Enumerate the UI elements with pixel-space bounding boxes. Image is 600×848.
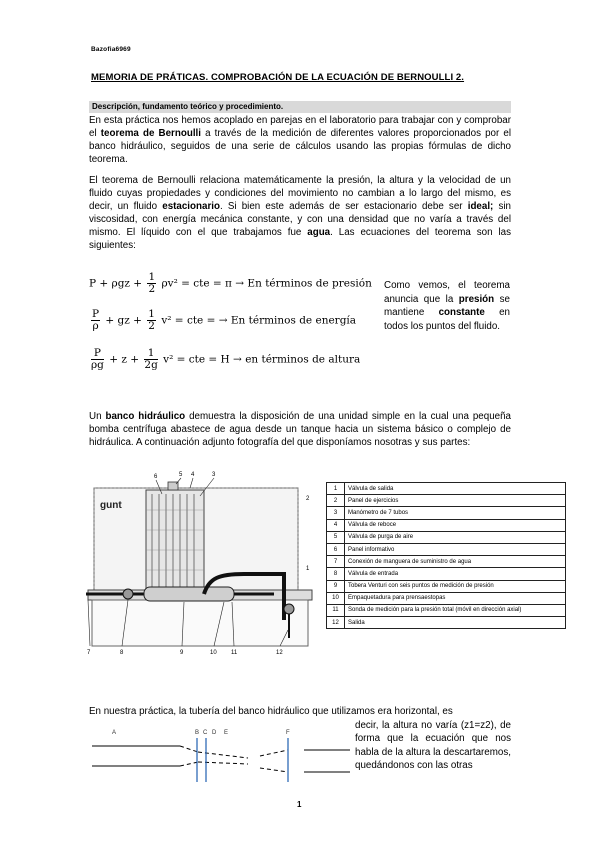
parts-table (326, 482, 566, 629)
venturi-diagram (88, 726, 350, 784)
venturi-label-f: F (286, 730, 290, 736)
part-number: 4 (327, 519, 345, 531)
part-label: Empaquetadura para prensaestopas (345, 592, 566, 604)
callout-3: 3 (212, 472, 216, 478)
callout-2: 2 (306, 496, 310, 502)
parts-table-row (327, 592, 566, 604)
callout-10: 10 (210, 650, 217, 656)
callout-5: 5 (179, 472, 183, 478)
part-label: Válvula de entrada (345, 568, 566, 580)
author-name: Bazofia6969 (91, 46, 131, 53)
part-label: Salida (345, 617, 566, 629)
parts-table-row (327, 507, 566, 519)
part-number: 1 (327, 483, 345, 495)
page-number: 1 (297, 800, 302, 809)
parts-table-row (327, 483, 566, 495)
hydraulic-bench-figure (84, 470, 320, 666)
part-number: 7 (327, 556, 345, 568)
parts-table-row (327, 543, 566, 555)
callout-1: 1 (306, 566, 310, 572)
parts-table-row (327, 531, 566, 543)
callout-6: 6 (154, 474, 158, 480)
intro-paragraph-2: El teorema de Bernoulli relaciona matemáticamente la presión, la altura y la velocidad de un fluido cuyas propiedades y condiciones del movimiento no cambian a lo largo del mismo, es decir, un fluido estacionario. Si bien este además de ser estacionario debe ser ideal; sin viscosidad, con energía mecánica constante, y con una densidad que no varía a través del mismo. El líquido con el que trabajamos fue agua. Las ecuaciones del teorema son las siguientes: (89, 175, 512, 252)
part-number: 10 (327, 592, 345, 604)
brand-logo: gunt (100, 500, 122, 511)
venturi-label-a: A (112, 730, 117, 736)
callout-11: 11 (231, 650, 238, 656)
part-label: Válvula de reboce (345, 519, 566, 531)
part-number: 9 (327, 580, 345, 592)
part-label: Panel de ejercicios (345, 495, 566, 507)
sidenote: Como vemos, el teorema anuncia que la presión se mantiene constante en todos los puntos del fluido. (384, 280, 510, 332)
parts-table-row (327, 495, 566, 507)
part-label: Conexión de manguera de suministro de agua (345, 556, 566, 568)
venturi-label-b: B (195, 730, 200, 736)
part-label: Válvula de salida (345, 483, 566, 495)
parts-table-row (327, 604, 566, 616)
equation-energy: $\frac{P}{\rho}$ + gz + $\frac{1}{2}$ v² = cte = → En términos de energía (92, 308, 357, 332)
part-label: Sonda de medición para la presión total (móvil en dirección axial) (345, 604, 566, 616)
callout-7: 7 (87, 650, 91, 656)
part-label: Tobera Venturi con seis puntos de medición de presión (345, 580, 566, 592)
part-number: 2 (327, 495, 345, 507)
pipe-paragraph-line1: En nuestra práctica, la tubería del banco hidráulico que utilizamos era horizontal, es (89, 706, 453, 717)
callout-4: 4 (191, 472, 195, 478)
part-number: 6 (327, 543, 345, 555)
intro-paragraph-1: En esta práctica nos hemos acoplado en parejas en el laboratorio para trabajar con y comprobar el teorema de Bernoulli a través de la medición de diferentes valores proporcionados por el banco hidráulico, seguidos de una serie de cálculos usando las propias fórmulas de dicho teorema. (89, 115, 511, 166)
part-label: Válvula de purga de aire (345, 531, 566, 543)
pipe-paragraph-column: decir, la altura no varía (z1=z2), de forma que la ecuación que nos habla de la altura la descartaremos, quedándonos con las otras (355, 720, 511, 771)
callout-8: 8 (120, 650, 124, 656)
parts-table-row (327, 617, 566, 629)
page-title: MEMORIA DE PRÁTICAS. COMPROBACIÓN DE LA ECUACIÓN DE BERNOULLI 2. (91, 72, 465, 83)
part-number: 3 (327, 507, 345, 519)
equation-height: $\frac{P}{\rho g}$ + z + $\frac{1}{2g}$ v² = cte = H → en términos de altura (91, 347, 361, 371)
callout-9: 9 (180, 650, 184, 656)
venturi-label-e: E (224, 730, 229, 736)
venturi-label-d: D (212, 730, 217, 736)
section-heading: Descripción, fundamento teórico y procedimiento. (92, 102, 284, 111)
parts-table-row (327, 580, 566, 592)
part-number: 11 (327, 604, 345, 616)
equation-pressure: P + ρgz + $\frac{1}{2}$ ρv² = cte = π → En términos de presión (89, 271, 372, 295)
part-number: 5 (327, 531, 345, 543)
parts-table-row (327, 568, 566, 580)
part-number: 12 (327, 617, 345, 629)
parts-table-row (327, 556, 566, 568)
bench-paragraph: Un banco hidráulico demuestra la disposición de una unidad simple en la cual una pequeña bomba centrífuga abastece de agua desde un tanque hacia un sistema básico o complejo de hidráulica. A continuación adjunto fotografía del que disponíamos nosotras y sus partes: (89, 411, 511, 449)
part-number: 8 (327, 568, 345, 580)
part-label: Manómetro de 7 tubos (345, 507, 566, 519)
callout-12: 12 (276, 650, 283, 656)
venturi-label-c: C (203, 730, 208, 736)
parts-table-row (327, 519, 566, 531)
part-label: Panel informativo (345, 543, 566, 555)
